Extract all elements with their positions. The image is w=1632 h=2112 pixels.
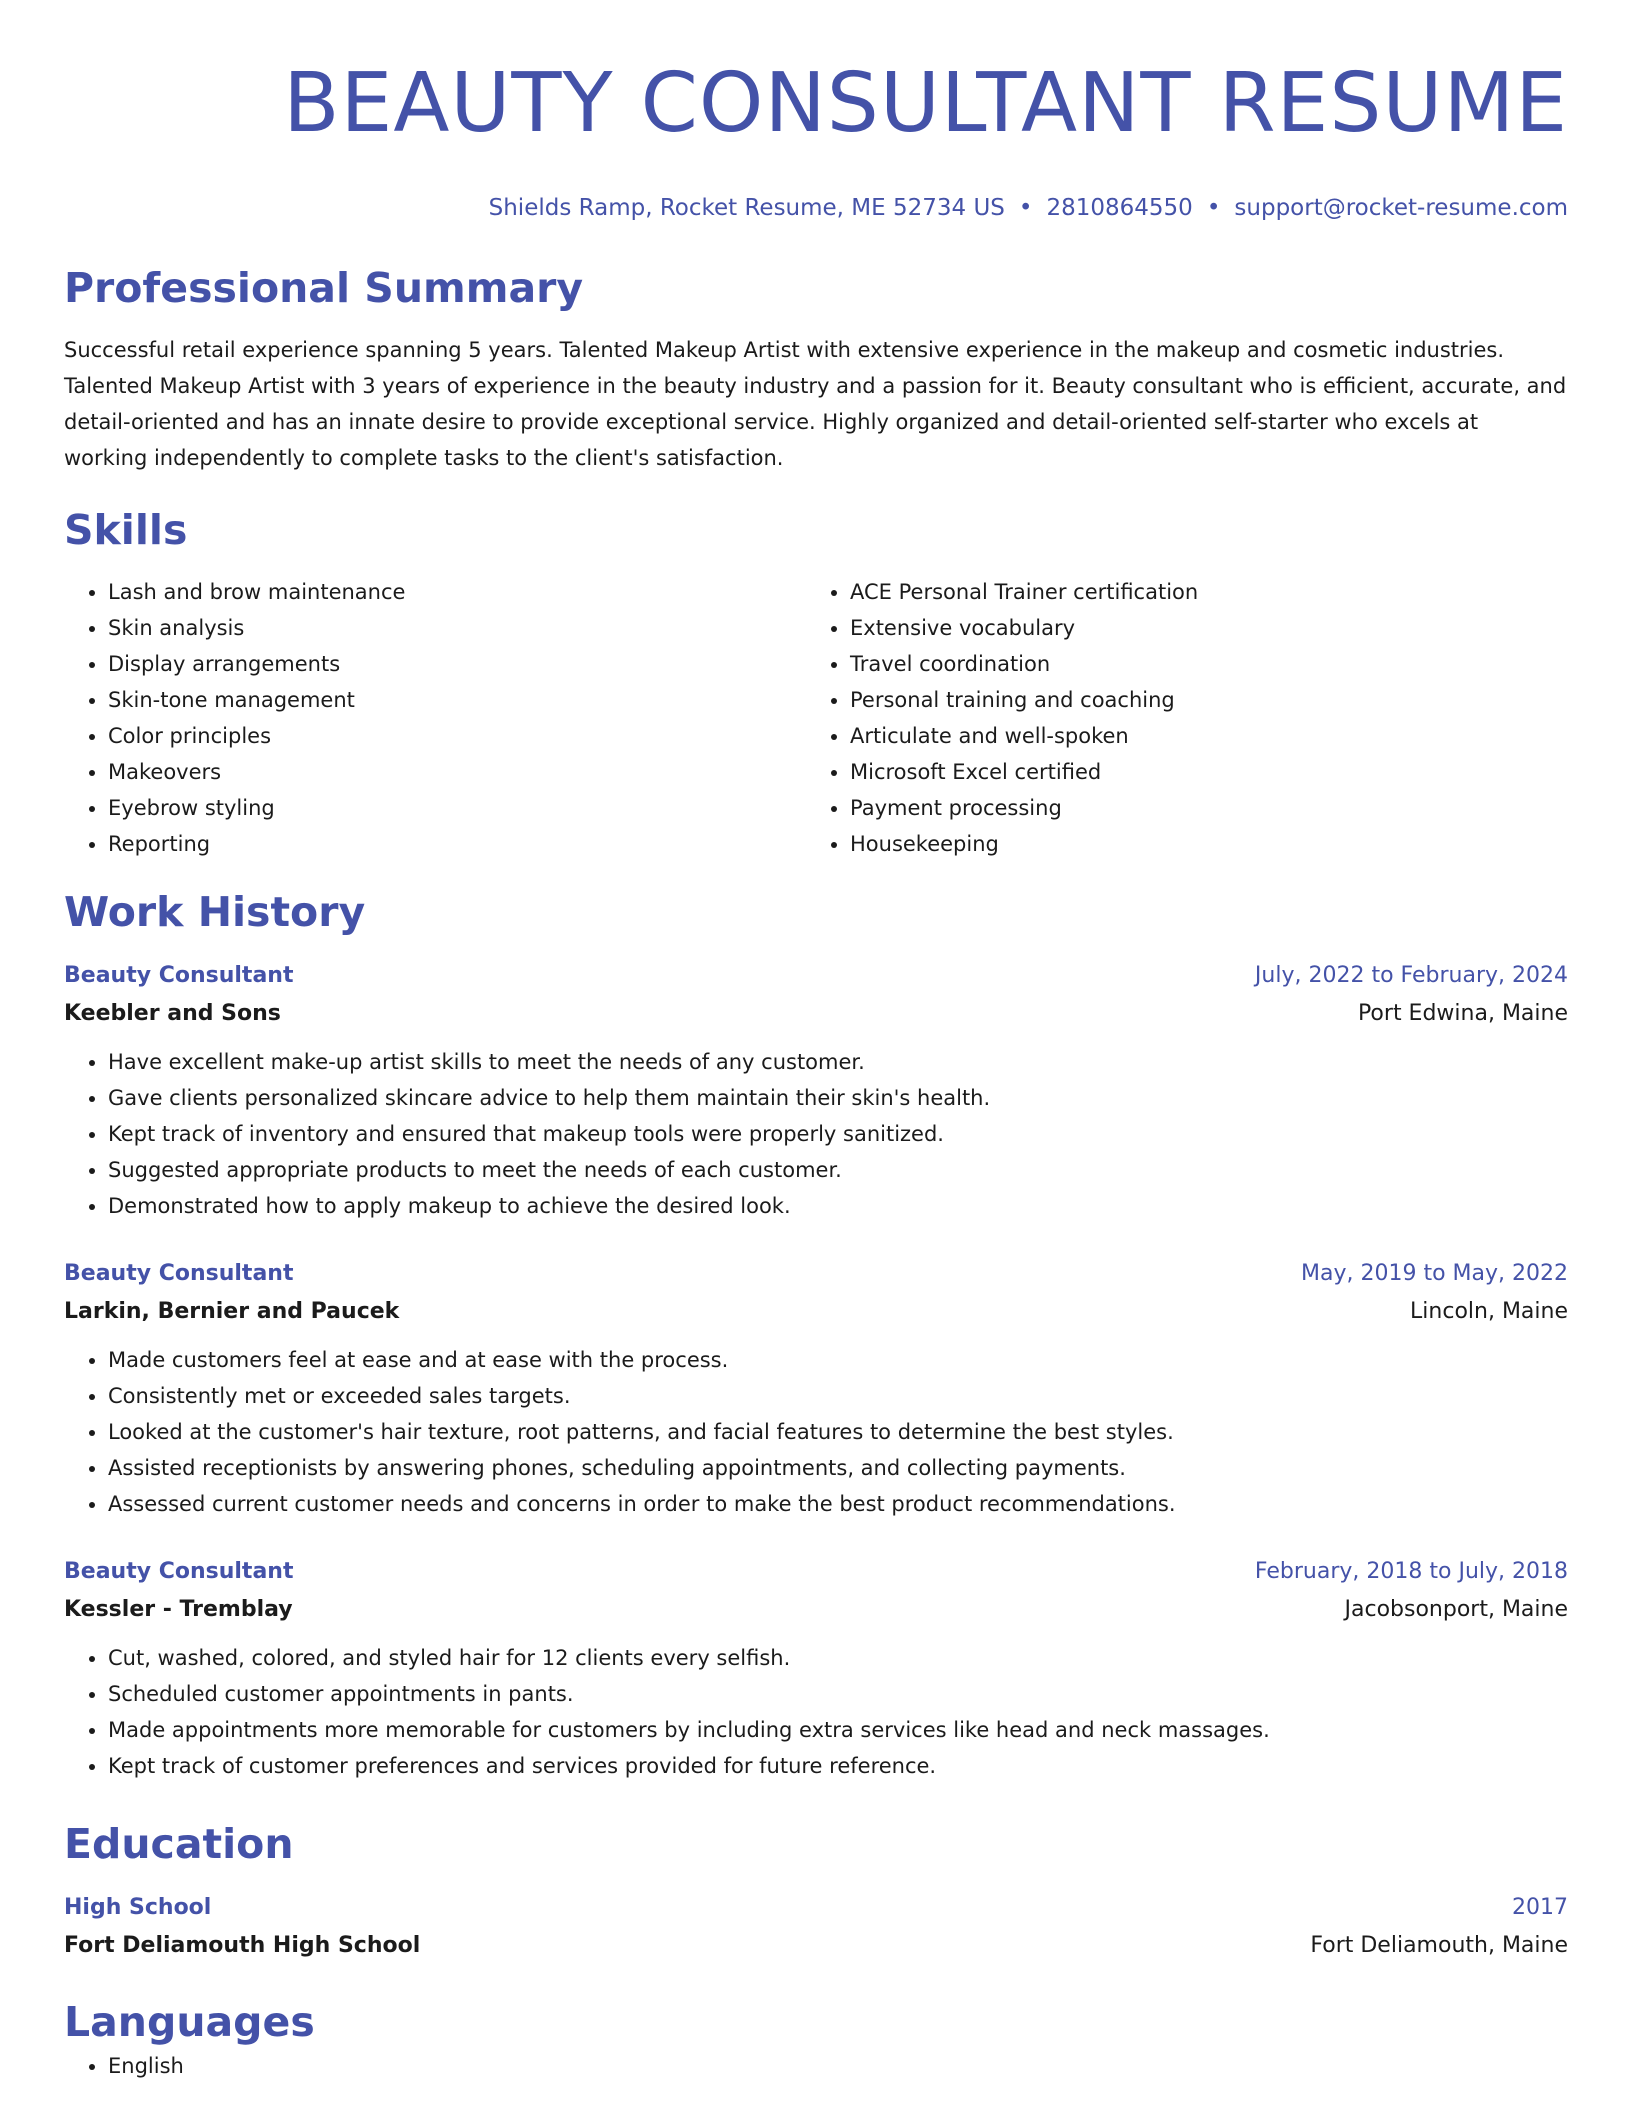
skill-item: • Skin analysis bbox=[108, 610, 806, 646]
job-duty-item: • Demonstrated how to apply makeup to achieve the desired look. bbox=[108, 1188, 1568, 1224]
contact-separator: • bbox=[1018, 195, 1033, 221]
skill-item: • Display arrangements bbox=[108, 646, 806, 682]
skill-item: • Payment processing bbox=[850, 790, 1548, 826]
section-title-work-history: Work History bbox=[64, 888, 366, 936]
job-duty-item: • Suggested appropriate products to meet the needs of each customer. bbox=[108, 1152, 1568, 1188]
contact-separator: • bbox=[1206, 195, 1221, 221]
job-company-row bbox=[64, 1590, 1568, 1630]
job-title: Beauty Consultant bbox=[64, 963, 294, 988]
job-location: Lincoln, Maine bbox=[1410, 1299, 1568, 1324]
education-entry bbox=[64, 1890, 1568, 1966]
job-company-row bbox=[64, 994, 1568, 1034]
section-title-education: Education bbox=[64, 1820, 294, 1868]
skill-item: • Microsoft Excel certified bbox=[850, 754, 1548, 790]
job-duty-item: • Made appointments more memorable for customers by including extra services like head and neck massages. bbox=[108, 1712, 1568, 1748]
job-duty-item: • Scheduled customer appointments in pants. bbox=[108, 1676, 1568, 1712]
job-company: Larkin, Bernier and Paucek bbox=[64, 1299, 400, 1324]
skill-item: • Housekeeping bbox=[850, 826, 1548, 862]
job-entry bbox=[64, 1256, 1568, 1522]
resume-page bbox=[64, 0, 1568, 2084]
job-duty-item: • Made customers feel at ease and at ease with the process. bbox=[108, 1342, 1568, 1378]
job-location: Jacobsonport, Maine bbox=[1344, 1597, 1568, 1622]
job-title: Beauty Consultant bbox=[64, 1261, 294, 1286]
section-title-skills: Skills bbox=[64, 506, 188, 554]
resume-header bbox=[64, 0, 1568, 224]
skill-item: • Skin-tone management bbox=[108, 682, 806, 718]
job-location: Port Edwina, Maine bbox=[1357, 1001, 1568, 1026]
job-company-row bbox=[64, 1292, 1568, 1332]
job-duties bbox=[64, 1640, 1568, 1784]
summary-text: Successful retail experience spanning 5 years. Talented Makeup Artist with extensive experience in the makeup and cosmetic industries. Talented Makeup Artist with 3 years of experience in the beauty industry and a passion for it. Beauty consultant who is efficient, accurate, and detail-oriented and has an innate desire to provide exceptional service. Highly organized and detail-oriented self-starter who excels at working independently to complete tasks to the client's satisfaction. bbox=[64, 338, 1567, 470]
skill-item: • Travel coordination bbox=[850, 646, 1548, 682]
skill-item: • Color principles bbox=[108, 718, 806, 754]
job-dates: July, 2022 to February, 2024 bbox=[1254, 963, 1568, 988]
skill-item: • Articulate and well-spoken bbox=[850, 718, 1548, 754]
job-header-row bbox=[64, 958, 1568, 994]
skill-item: • Lash and brow maintenance bbox=[108, 574, 806, 610]
job-dates: May, 2019 to May, 2022 bbox=[1301, 1261, 1568, 1286]
job-header-row bbox=[64, 1256, 1568, 1292]
education-year: 2017 bbox=[1512, 1895, 1568, 1920]
skill-item: • ACE Personal Trainer certification bbox=[850, 574, 1548, 610]
language-item: • English bbox=[108, 2048, 1568, 2084]
skill-item: • Makeovers bbox=[108, 754, 806, 790]
education-location: Fort Deliamouth, Maine bbox=[1310, 1933, 1568, 1958]
job-duty-item: • Kept track of customer preferences and services provided for future reference. bbox=[108, 1748, 1568, 1784]
contact-phone: 2810864550 bbox=[1046, 195, 1193, 221]
job-duty-item: • Gave clients personalized skincare advice to help them maintain their skin's health. bbox=[108, 1080, 1568, 1116]
education-degree: High School bbox=[64, 1895, 212, 1920]
education-header-row bbox=[64, 1890, 1568, 1926]
job-company: Keebler and Sons bbox=[64, 1001, 281, 1026]
job-duties bbox=[64, 1342, 1568, 1522]
job-company: Kessler - Tremblay bbox=[64, 1597, 293, 1622]
skill-item: • Reporting bbox=[108, 826, 806, 862]
job-duty-item: • Consistently met or exceeded sales targets. bbox=[108, 1378, 1568, 1414]
job-duty-item: • Assisted receptionists by answering phones, scheduling appointments, and collecting payments. bbox=[108, 1450, 1568, 1486]
job-duties bbox=[64, 1044, 1568, 1224]
education-school: Fort Deliamouth High School bbox=[64, 1933, 421, 1958]
job-header-row bbox=[64, 1554, 1568, 1590]
job-duty-item: • Have excellent make-up artist skills to meet the needs of any customer. bbox=[108, 1044, 1568, 1080]
section-title-summary: Professional Summary bbox=[64, 264, 584, 312]
job-dates: February, 2018 to July, 2018 bbox=[1254, 1559, 1568, 1584]
job-duty-item: • Looked at the customer's hair texture, root patterns, and facial features to determine the best styles. bbox=[108, 1414, 1568, 1450]
job-duty-item: • Cut, washed, colored, and styled hair for 12 clients every selfish. bbox=[108, 1640, 1568, 1676]
skill-item: • Extensive vocabulary bbox=[850, 610, 1548, 646]
skill-item: • Personal training and coaching bbox=[850, 682, 1548, 718]
job-entry bbox=[64, 958, 1568, 1224]
job-duty-item: • Assessed current customer needs and concerns in order to make the best product recommendations. bbox=[108, 1486, 1568, 1522]
skills-column-right bbox=[806, 574, 1548, 862]
contact-line bbox=[64, 192, 1568, 224]
job-duty-item: • Kept track of inventory and ensured that makeup tools were properly sanitized. bbox=[108, 1116, 1568, 1152]
languages-list bbox=[64, 2048, 1568, 2084]
job-title: Beauty Consultant bbox=[64, 1559, 294, 1584]
skills-grid bbox=[64, 574, 1568, 862]
skill-item: • Eyebrow styling bbox=[108, 790, 806, 826]
skills-column-left bbox=[64, 574, 806, 862]
resume-title: BEAUTY CONSULTANT RESUME bbox=[283, 56, 1568, 151]
job-entry bbox=[64, 1554, 1568, 1784]
contact-address: Shields Ramp, Rocket Resume, ME 52734 US bbox=[488, 195, 1005, 221]
education-school-row bbox=[64, 1926, 1568, 1966]
section-title-languages: Languages bbox=[64, 1998, 315, 2046]
contact-email: support@rocket-resume.com bbox=[1234, 195, 1568, 221]
